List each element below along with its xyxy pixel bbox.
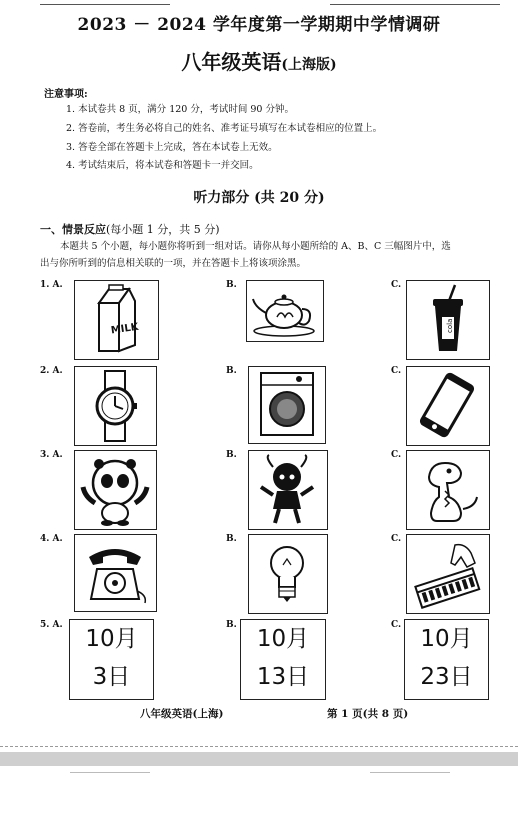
abacus-hand-icon	[407, 535, 488, 612]
teapot-icon	[247, 281, 322, 340]
question-2-label: 2. A.	[40, 366, 63, 376]
q3-option-b-image[interactable]	[248, 450, 328, 530]
dinosaur-icon	[407, 451, 488, 528]
q4-option-c-image[interactable]	[406, 534, 490, 614]
washing-machine-icon	[249, 367, 324, 442]
milk-label: MILK	[110, 321, 140, 337]
option-b-label: B.	[226, 450, 237, 460]
q2-option-a-image[interactable]	[74, 366, 157, 446]
part-heading	[40, 221, 220, 237]
q3-option-c-image[interactable]	[406, 450, 490, 530]
part-heading-main: 一、情景反应	[40, 223, 106, 236]
light-bulb-icon	[249, 535, 326, 612]
q1-option-b-image[interactable]	[246, 280, 324, 342]
scan-artifact-line	[70, 772, 150, 773]
subject-edition: (上海版)	[281, 57, 337, 73]
option-c-label: C.	[391, 620, 402, 630]
notice-item: 1. 本试卷共 8 页，满分 120 分，考试时间 90 分钟。	[66, 104, 294, 115]
date-day: 3日	[92, 664, 131, 690]
question-5-label: 5. A.	[40, 620, 63, 630]
listening-section-title: 听力部分 (共 20 分)	[193, 190, 325, 206]
q4-option-b-image[interactable]	[248, 534, 328, 614]
q4-option-a-image[interactable]	[74, 534, 157, 612]
smartphone-icon	[407, 367, 488, 444]
panda-mascot-icon	[75, 451, 155, 528]
exam-subject	[0, 46, 518, 75]
option-b-label: B.	[226, 534, 237, 544]
footer-page-number: 第 1 页(共 8 页)	[327, 708, 409, 720]
q1-option-a-image[interactable]	[74, 280, 159, 360]
scan-shadow-band	[0, 752, 518, 766]
page-edge-dashes	[0, 746, 518, 747]
question-4-label: 4. A.	[40, 534, 63, 544]
soda-cup-icon	[407, 281, 488, 358]
wristwatch-icon	[75, 367, 155, 444]
question-3-label: 3. A.	[40, 450, 63, 460]
option-c-label: C.	[391, 534, 402, 544]
option-c-label: C.	[391, 280, 402, 290]
option-b-label: B.	[226, 620, 237, 630]
q5-option-a-date[interactable]	[69, 619, 154, 700]
q2-option-b-image[interactable]	[248, 366, 326, 444]
q2-option-c-image[interactable]	[406, 366, 490, 446]
option-b-label: B.	[226, 366, 237, 376]
exam-title: 2023 － 2024 学年度第一学期期中学情调研	[77, 15, 441, 35]
date-month: 10月	[420, 626, 473, 652]
subject-name: 八年级英语	[181, 50, 282, 74]
top-cut-lines	[0, 0, 518, 8]
q3-option-a-image[interactable]	[74, 450, 157, 530]
telephone-icon	[75, 535, 155, 610]
part-instruction: 本题共 5 个小题，每小题你将听到一组对话。请你从每小题所给的 A、B、C 三幅图片中，选	[60, 241, 451, 252]
footer-subject: 八年级英语(上海)	[140, 708, 224, 720]
date-month: 10月	[256, 626, 310, 652]
notice-item: 3. 答卷全部在答题卡上完成，答在本试卷上无效。	[66, 142, 278, 153]
question-1-label: 1. A.	[40, 280, 63, 290]
part-heading-detail: (每小题 1 分，共 5 分)	[106, 223, 220, 236]
q1-option-c-image[interactable]	[406, 280, 490, 360]
option-b-label: B.	[226, 280, 237, 290]
notice-item: 2. 答卷前，考生务必将自己的姓名、准考证号填写在本试卷相应的位置上。	[66, 123, 383, 134]
option-c-label: C.	[391, 450, 402, 460]
q5-option-c-date[interactable]	[404, 619, 489, 700]
option-c-label: C.	[391, 366, 402, 376]
notice-heading: 注意事项:	[44, 89, 88, 100]
date-day: 13日	[256, 664, 310, 690]
monkey-king-icon	[249, 451, 326, 528]
milk-carton-icon	[75, 281, 157, 358]
date-day: 23日	[420, 664, 473, 690]
part-instruction-cont: 出与你所听到的信息相关联的一项，并在答题卡上将该项涂黑。	[40, 258, 307, 269]
svg-text:cola: cola	[446, 318, 454, 333]
q5-option-b-date[interactable]	[240, 619, 326, 700]
notice-item: 4. 考试结束后，将本试卷和答题卡一并交回。	[66, 160, 259, 171]
scan-artifact-line	[370, 772, 450, 773]
date-month: 10月	[85, 626, 138, 652]
